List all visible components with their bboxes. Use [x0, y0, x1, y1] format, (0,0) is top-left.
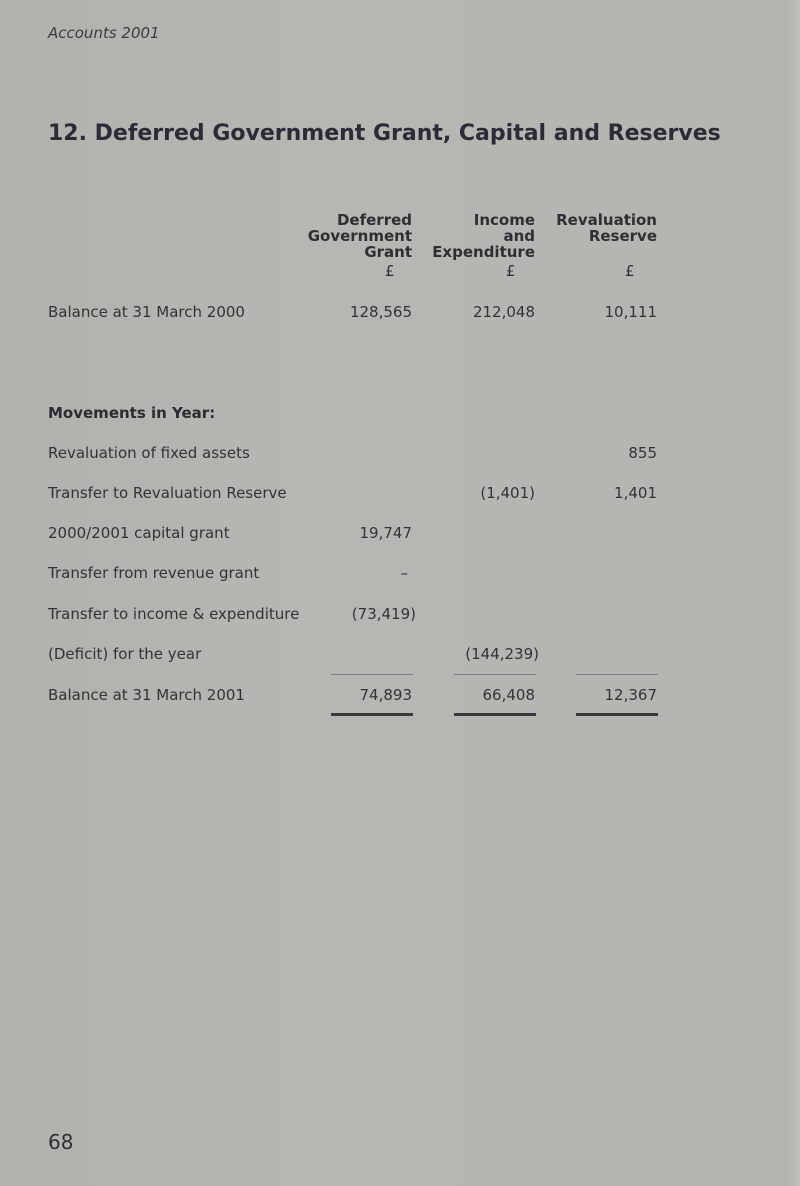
currency-symbol: £ [625, 262, 635, 280]
column-header-deferred-grant [308, 212, 412, 260]
value-cell: (1,401) [480, 484, 535, 502]
running-head: Accounts 2001 [48, 24, 160, 42]
row-label-opening-balance: Balance at 31 March 2000 [48, 303, 245, 321]
row-label-revaluation: Revaluation of fixed assets [48, 444, 250, 462]
column-header-line: Reserve [588, 227, 657, 245]
total-rule [331, 713, 413, 716]
value-cell: – [400, 564, 408, 582]
column-header-line: Revaluation [556, 211, 657, 229]
total-rule [454, 713, 536, 716]
value-cell: (73,419) [351, 605, 416, 623]
column-header-line: and [503, 227, 535, 245]
total-rule [576, 713, 658, 716]
value-cell: 128,565 [349, 303, 412, 321]
column-header-line: Government [307, 227, 412, 245]
column-header-revaluation-reserve [556, 212, 657, 244]
value-cell: 74,893 [359, 686, 412, 704]
value-cell: 855 [628, 444, 657, 462]
page-edge-shading [788, 0, 800, 1186]
row-label-deficit: (Deficit) for the year [48, 645, 202, 663]
column-header-line: Deferred [336, 211, 412, 229]
row-label-closing-balance: Balance at 31 March 2001 [48, 686, 245, 704]
subtotal-rule [454, 674, 536, 675]
column-header-income-expenditure [432, 212, 535, 260]
subtotal-rule [331, 674, 413, 675]
subtotal-rule [576, 674, 658, 675]
value-cell: 1,401 [614, 484, 657, 502]
value-cell: 66,408 [482, 686, 535, 704]
page-number: 68 [48, 1130, 74, 1154]
value-cell: 10,111 [604, 303, 657, 321]
column-header-line: Grant [364, 243, 412, 261]
value-cell: (144,239) [465, 645, 539, 663]
currency-symbol: £ [385, 262, 395, 280]
value-cell: 19,747 [359, 524, 412, 542]
row-label-transfer-ie: Transfer to income & expenditure [48, 605, 300, 623]
currency-symbol: £ [506, 262, 516, 280]
column-header-line: Expenditure [432, 243, 535, 261]
movements-heading: Movements in Year: [48, 404, 216, 422]
row-label-capital-grant: 2000/2001 capital grant [48, 524, 230, 542]
value-cell: 12,367 [604, 686, 657, 704]
column-header-line: Income [473, 211, 535, 229]
section-title: 12. Deferred Government Grant, Capital and Reserves [48, 121, 721, 146]
row-label-transfer-revaluation: Transfer to Revaluation Reserve [48, 484, 287, 502]
row-label-transfer-revenue: Transfer from revenue grant [48, 564, 260, 582]
value-cell: 212,048 [472, 303, 535, 321]
